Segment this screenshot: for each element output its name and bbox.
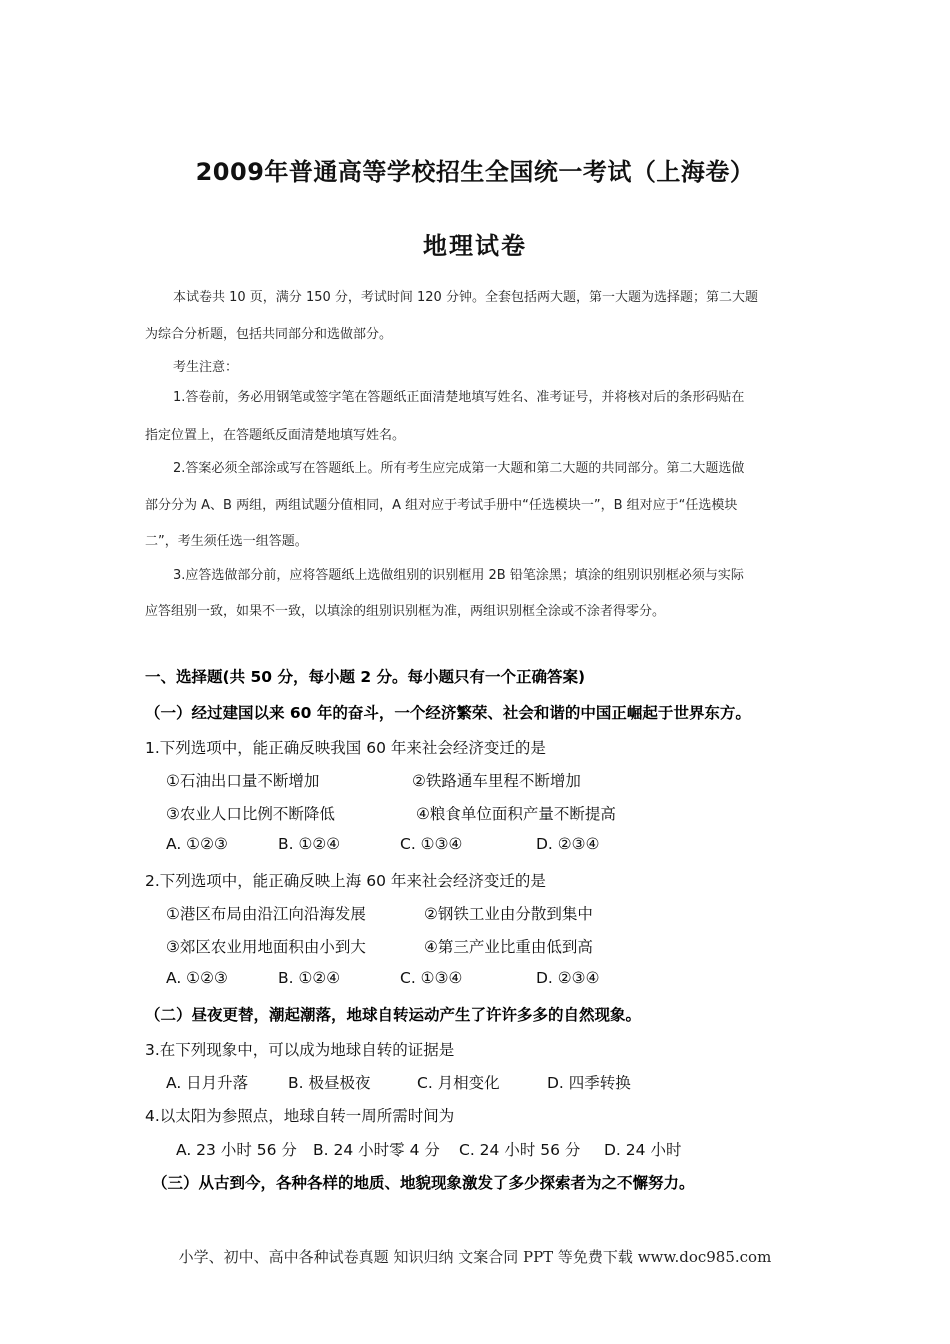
note3-line-2: 应答组别一致，如果不一致，以填涂的组别识别框为准，两组识别框全涂或不涂者得零分。 xyxy=(145,604,666,619)
question-2-statement-4: ④第三产业比重由低到高 xyxy=(424,938,593,956)
question-1-statement-3: ③农业人口比例不断降低 xyxy=(166,805,335,823)
question-2-statement-1: ①港区布局由沿江向沿海发展 xyxy=(166,905,366,923)
note2-line-3: 二”，考生须任选一组答题。 xyxy=(145,534,308,549)
page-title: 2009年普通高等学校招生全国统一考试（上海卷） xyxy=(195,158,755,186)
intro-line-1: 本试卷共 10 页，满分 150 分，考试时间 120 分钟。全套包括两大题，第一大题为选择题；第二大题 xyxy=(173,290,758,305)
note2-line-2: 部分分为 A、B 两组，两组试题分值相同，A 组对应于考试手册中“任选模块一”，B 组对应于“任选模块 xyxy=(145,498,738,513)
question-3-option-c: C. 月相变化 xyxy=(417,1074,500,1092)
note3-line-1: 3.应答选做部分前，应将答题纸上选做组别的识别框用 2B 铅笔涂黑；填涂的组别识别框必须与实际 xyxy=(173,568,744,583)
group-3-heading: （三）从古到今，各种各样的地质、地貌现象激发了多少探索者为之不懈努力。 xyxy=(152,1174,695,1192)
question-3-stem: 3.在下列现象中，可以成为地球自转的证据是 xyxy=(145,1041,455,1059)
question-2-option-b: B. ①②④ xyxy=(278,969,341,987)
notice-heading: 考生注意： xyxy=(173,360,239,375)
question-1-stem: 1.下列选项中，能正确反映我国 60 年来社会经济变迁的是 xyxy=(145,739,546,757)
question-4-option-c: C. 24 小时 56 分 xyxy=(459,1141,581,1159)
question-2-stem: 2.下列选项中，能正确反映上海 60 年来社会经济变迁的是 xyxy=(145,872,546,890)
intro-line-2: 为综合分析题，包括共同部分和选做部分。 xyxy=(145,327,393,342)
question-3-option-d: D. 四季转换 xyxy=(547,1074,631,1092)
question-3-option-b: B. 极昼极夜 xyxy=(288,1074,371,1092)
question-1-statement-1: ①石油出口量不断增加 xyxy=(166,772,320,790)
question-3-option-a: A. 日月升落 xyxy=(166,1074,249,1092)
section-heading: 一、选择题(共 50 分，每小题 2 分。每小题只有一个正确答案) xyxy=(145,668,586,686)
question-1-option-d: D. ②③④ xyxy=(536,835,600,853)
question-2-option-a: A. ①②③ xyxy=(166,969,228,987)
question-1-option-c: C. ①③④ xyxy=(400,835,463,853)
question-2-option-c: C. ①③④ xyxy=(400,969,463,987)
footer-text: 小学、初中、高中各种试卷真题 知识归纳 文案合同 PPT 等免费下载 www.doc985.com xyxy=(178,1248,772,1266)
question-1-statement-4: ④粮食单位面积产量不断提高 xyxy=(416,805,616,823)
question-1-option-a: A. ①②③ xyxy=(166,835,228,853)
question-1-option-b: B. ①②④ xyxy=(278,835,341,853)
question-2-statement-2: ②钢铁工业由分散到集中 xyxy=(424,905,593,923)
question-4-option-a: A. 23 小时 56 分 xyxy=(176,1141,297,1159)
page-subtitle: 地理试卷 xyxy=(423,232,527,260)
question-1-statement-2: ②铁路通车里程不断增加 xyxy=(412,772,581,790)
note1-line-1: 1.答卷前，务必用钢笔或签字笔在答题纸正面清楚地填写姓名、准考证号，并将核对后的条形码贴在 xyxy=(173,390,745,405)
question-2-statement-3: ③郊区农业用地面积由小到大 xyxy=(166,938,366,956)
question-4-option-b: B. 24 小时零 4 分 xyxy=(313,1141,440,1159)
group-2-heading: （二）昼夜更替，潮起潮落，地球自转运动产生了许许多多的自然现象。 xyxy=(145,1006,642,1024)
note2-line-1: 2.答案必须全部涂或写在答题纸上。所有考生应完成第一大题和第二大题的共同部分。第二大题选做 xyxy=(173,461,745,476)
group-1-heading: （一）经过建国以来 60 年的奋斗，一个经济繁荣、社会和谐的中国正崛起于世界东方。 xyxy=(145,704,751,722)
question-4-stem: 4.以太阳为参照点，地球自转一周所需时间为 xyxy=(145,1107,455,1125)
question-2-option-d: D. ②③④ xyxy=(536,969,600,987)
question-4-option-d: D. 24 小时 xyxy=(604,1141,682,1159)
note1-line-2: 指定位置上，在答题纸反面清楚地填写姓名。 xyxy=(145,428,406,443)
